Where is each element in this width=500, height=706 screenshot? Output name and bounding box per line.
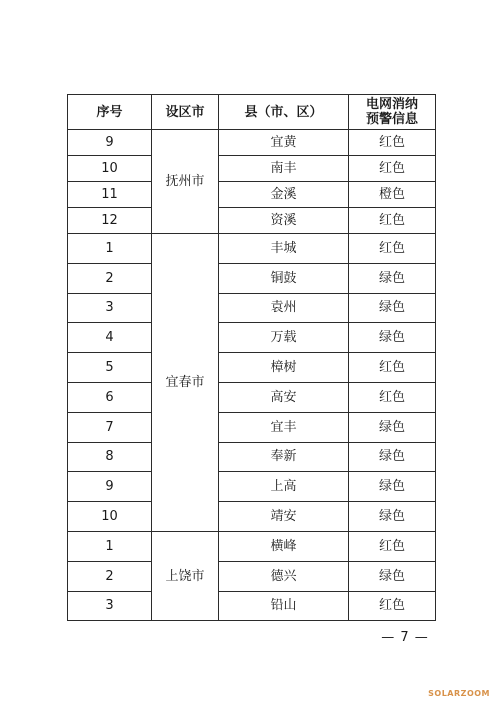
county-cell: 资溪 (219, 208, 349, 234)
warning-cell: 红色 (349, 156, 436, 182)
table-row (68, 353, 436, 383)
row-no: 5 (68, 353, 152, 383)
header-county: 县（市、区） (219, 95, 349, 130)
table-row (68, 382, 436, 412)
county-cell: 铅山 (219, 591, 349, 621)
table-row (68, 561, 436, 591)
row-no: 10 (68, 156, 152, 182)
table-row (68, 263, 436, 293)
county-cell: 金溪 (219, 182, 349, 208)
warning-cell: 红色 (349, 353, 436, 383)
warning-cell: 绿色 (349, 323, 436, 353)
row-no: 9 (68, 130, 152, 156)
warning-cell: 绿色 (349, 472, 436, 502)
warning-table (67, 94, 436, 621)
warning-cell: 红色 (349, 531, 436, 561)
county-cell: 万载 (219, 323, 349, 353)
table-row (68, 156, 436, 182)
warning-cell: 绿色 (349, 293, 436, 323)
row-no: 9 (68, 472, 152, 502)
county-cell: 宜黄 (219, 130, 349, 156)
row-no: 1 (68, 234, 152, 264)
warning-cell: 橙色 (349, 182, 436, 208)
warning-cell: 绿色 (349, 412, 436, 442)
warning-cell: 红色 (349, 234, 436, 264)
table-row (68, 472, 436, 502)
warning-cell: 绿色 (349, 263, 436, 293)
county-cell: 奉新 (219, 442, 349, 472)
header-warning-line1: 电网消纳 (365, 97, 418, 112)
county-cell: 樟树 (219, 353, 349, 383)
row-no: 11 (68, 182, 152, 208)
county-cell: 靖安 (219, 502, 349, 532)
row-no: 6 (68, 382, 152, 412)
county-cell: 横峰 (219, 531, 349, 561)
table-row (68, 208, 436, 234)
county-cell: 南丰 (219, 156, 349, 182)
table-row (68, 130, 436, 156)
city-cell: 上饶市 (152, 531, 219, 620)
county-cell: 铜鼓 (219, 263, 349, 293)
page-number: — 7 — (381, 630, 429, 645)
table-row (68, 591, 436, 621)
warning-cell: 红色 (349, 130, 436, 156)
warning-cell: 绿色 (349, 561, 436, 591)
warning-cell: 绿色 (349, 442, 436, 472)
watermark-logo: SOLARZOOM (428, 689, 490, 698)
header-warning (349, 95, 436, 130)
county-cell: 德兴 (219, 561, 349, 591)
table-row (68, 531, 436, 561)
county-cell: 上高 (219, 472, 349, 502)
row-no: 8 (68, 442, 152, 472)
county-cell: 宜丰 (219, 412, 349, 442)
row-no: 12 (68, 208, 152, 234)
county-cell: 袁州 (219, 293, 349, 323)
row-no: 2 (68, 263, 152, 293)
header-city: 设区市 (152, 95, 219, 130)
table-row (68, 502, 436, 532)
table-row (68, 182, 436, 208)
table-row (68, 234, 436, 264)
row-no: 1 (68, 531, 152, 561)
warning-cell: 红色 (349, 382, 436, 412)
city-cell: 抚州市 (152, 130, 219, 234)
table-header-row (68, 95, 436, 130)
row-no: 2 (68, 561, 152, 591)
table-row (68, 293, 436, 323)
row-no: 4 (68, 323, 152, 353)
table-row (68, 442, 436, 472)
warning-cell: 红色 (349, 208, 436, 234)
row-no: 10 (68, 502, 152, 532)
warning-cell: 绿色 (349, 502, 436, 532)
header-warning-line2: 预警信息 (365, 112, 418, 127)
county-cell: 高安 (219, 382, 349, 412)
county-cell: 丰城 (219, 234, 349, 264)
table-row (68, 323, 436, 353)
city-cell: 宜春市 (152, 234, 219, 532)
table-row (68, 412, 436, 442)
warning-cell: 红色 (349, 591, 436, 621)
row-no: 3 (68, 293, 152, 323)
header-no: 序号 (68, 95, 152, 130)
row-no: 7 (68, 412, 152, 442)
row-no: 3 (68, 591, 152, 621)
